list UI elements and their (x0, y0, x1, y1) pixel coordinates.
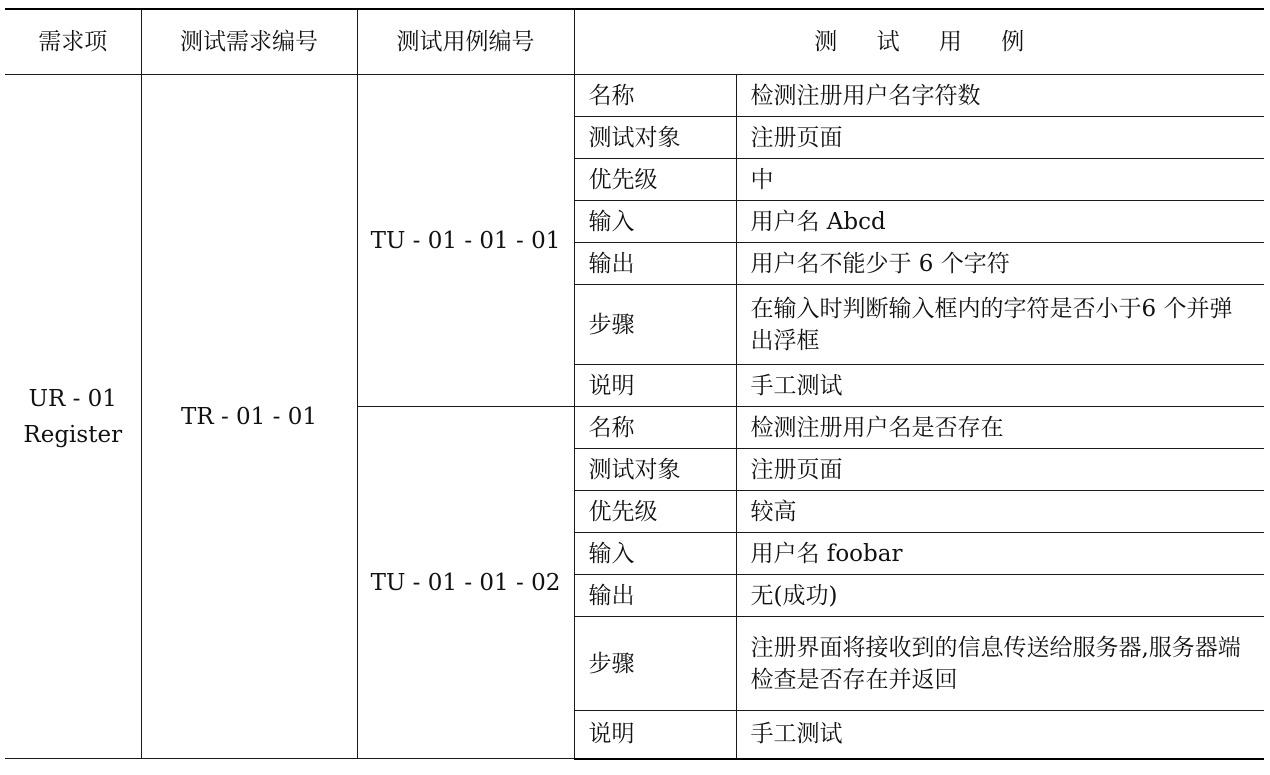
field-value: 用户名不能少于 6 个字符 (736, 243, 1264, 285)
field-key: 输出 (574, 575, 736, 617)
field-key: 优先级 (574, 159, 736, 201)
test-requirement-id: TR - 01 - 01 (141, 75, 357, 759)
field-value: 较高 (736, 491, 1264, 533)
field-key: 测试对象 (574, 449, 736, 491)
header-test-requirement-id: 测试需求编号 (141, 9, 357, 75)
field-key: 说明 (574, 711, 736, 759)
field-key: 说明 (574, 365, 736, 407)
field-key: 输入 (574, 533, 736, 575)
table-row (5, 75, 1264, 117)
header-test-case: 测 试 用 例 (574, 9, 1264, 75)
test-case-table (5, 8, 1264, 760)
field-value: 手工测试 (736, 711, 1264, 759)
field-value: 中 (736, 159, 1264, 201)
field-value: 注册页面 (736, 449, 1264, 491)
field-value: 用户名 foobar (736, 533, 1264, 575)
field-key: 名称 (574, 75, 736, 117)
field-value: 在输入时判断输入框内的字符是否小于6 个并弹出浮框 (736, 285, 1264, 365)
field-key: 输出 (574, 243, 736, 285)
field-value: 用户名 Abcd (736, 201, 1264, 243)
requirement-cell (5, 75, 141, 759)
field-key: 名称 (574, 407, 736, 449)
field-value: 手工测试 (736, 365, 1264, 407)
field-value: 检测注册用户名是否存在 (736, 407, 1264, 449)
field-value: 注册界面将接收到的信息传送给服务器,服务器端检查是否存在并返回 (736, 617, 1264, 711)
header-requirement: 需求项 (5, 9, 141, 75)
field-value: 检测注册用户名字符数 (736, 75, 1264, 117)
requirement-name: Register (23, 421, 123, 448)
field-value: 无(成功) (736, 575, 1264, 617)
field-value: 注册页面 (736, 117, 1264, 159)
field-key: 优先级 (574, 491, 736, 533)
field-key: 测试对象 (574, 117, 736, 159)
test-case-id: TU - 01 - 01 - 01 (357, 75, 574, 407)
field-key: 输入 (574, 201, 736, 243)
field-key: 步骤 (574, 617, 736, 711)
test-case-id: TU - 01 - 01 - 02 (357, 407, 574, 759)
requirement-id: UR - 01 (28, 385, 117, 412)
header-row (5, 9, 1264, 75)
field-key: 步骤 (574, 285, 736, 365)
header-test-case-id: 测试用例编号 (357, 9, 574, 75)
